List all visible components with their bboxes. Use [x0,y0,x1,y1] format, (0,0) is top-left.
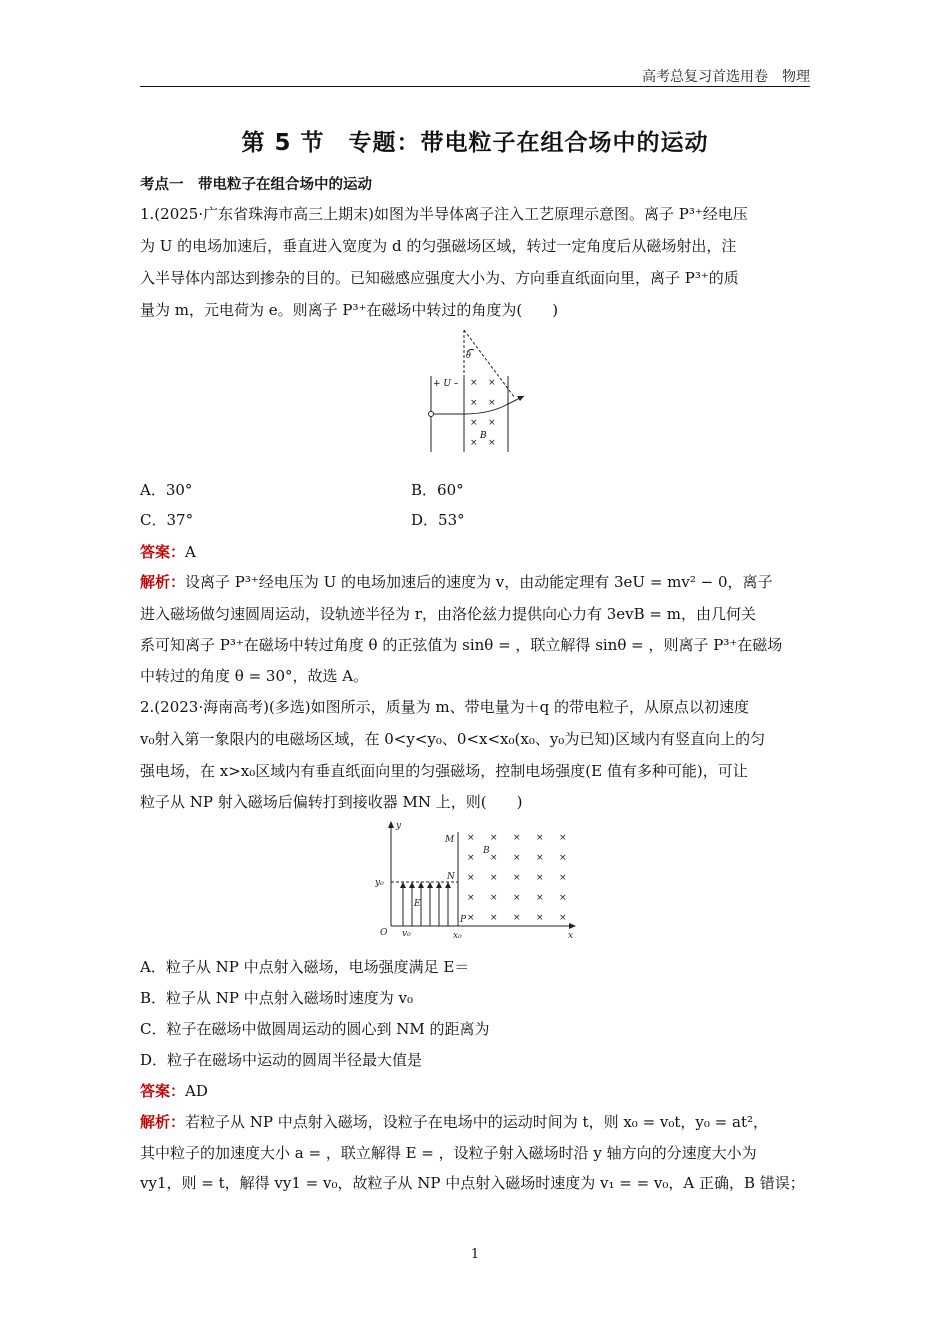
q1-answer-label: 答案： [140,543,186,561]
q2-x-axis-label: x [568,931,574,940]
q1-analysis-label: 解析： [140,573,186,591]
q1-analysis-line-2: 进入磁场做匀速圆周运动，设轨迹半径为 r，由洛伦兹力提供向心力有 3evB = m，由几何关 [140,605,756,623]
page-number: 1 [470,1247,480,1262]
q1-answer-value: A [185,543,196,561]
q2-x0-label: x₀ [453,931,462,940]
svg-text:×: × [470,418,478,428]
svg-text:×: × [488,378,496,388]
q1-answer [140,541,196,562]
svg-text:×: × [536,833,544,843]
svg-text:×: × [488,418,496,428]
q1-line-1: 1.(2025·广东省珠海市高三上期末)如图为半导体离子注入工艺原理示意图。离子 P³⁺经电压 [140,205,748,223]
svg-text:×: × [513,893,521,903]
q1-b-label: B [480,431,487,441]
svg-text:×: × [536,913,544,923]
q2-line-2: v₀射入第一象限内的电磁场区域，在 0<y<y₀、0<x<x₀(x₀、y₀为已知)区域内有竖直向上的匀 [140,730,766,748]
svg-text:×: × [536,893,544,903]
svg-text:×: × [559,853,567,863]
svg-text:×: × [488,438,496,448]
q2-line-3: 强电场，在 x>x₀区域内有垂直纸面向里的匀强磁场，控制电场强度(E 值有多种可能)，可让 [140,762,748,780]
svg-text:×: × [467,913,475,923]
q2-answer-value: AD [185,1082,208,1100]
topic-heading: 考点一 带电粒子在组合场中的运动 [140,177,372,193]
svg-text:×: × [467,893,475,903]
svg-text:×: × [470,398,478,408]
svg-text:×: × [490,913,498,923]
q1-option-a: A．30° [140,481,193,499]
q2-answer-label: 答案： [140,1082,186,1100]
q2-line-1: 2.(2023·海南高考)(多选)如图所示，质量为 m、带电量为＋q 的带电粒子，从原点以初速度 [140,698,750,716]
svg-text:×: × [536,873,544,883]
svg-text:×: × [513,913,521,923]
svg-text:×: × [513,833,521,843]
q2-analysis-line-2: 其中粒子的加速度大小 a = ，联立解得 E = ，设粒子射入磁场时沿 y 轴方向的分速度大小为 [140,1144,757,1162]
q2-analysis-label: 解析： [140,1113,186,1131]
q1-analysis-line-3: 系可知离子 P³⁺在磁场中转过角度 θ 的正弦值为 sinθ = ，联立解得 sinθ = ，则离子 P³⁺在磁场 [140,636,783,654]
q2-b-label: B [483,846,490,856]
q1-theta-label: θ [466,351,471,360]
svg-text:×: × [470,378,478,388]
svg-text:×: × [559,833,567,843]
svg-text:×: × [467,833,475,843]
q1-analysis-text-1: 设离子 P³⁺经电压为 U 的电场加速后的速度为 v，由动能定理有 3eU = mv² − 0，离子 [185,573,773,591]
q1-option-d: D．53° [411,511,465,529]
q1-option-b: B．60° [411,481,464,499]
q2-e-label: E [414,899,421,909]
svg-text:×: × [513,853,521,863]
q2-option-a: A．粒子从 NP 中点射入磁场，电场强度满足 E＝ [140,958,470,976]
q2-m-label: M [445,835,455,845]
svg-text:×: × [559,873,567,883]
svg-text:×: × [470,438,478,448]
q2-y0-label: y₀ [375,878,384,888]
svg-text:×: × [513,873,521,883]
q1-analysis-line-1 [140,571,773,592]
q2-option-b: B．粒子从 NP 中点射入磁场时速度为 v₀ [140,989,414,1007]
svg-text:×: × [490,853,498,863]
q2-option-c: C．粒子在磁场中做圆周运动的圆心到 NM 的距离为 [140,1020,490,1038]
q2-p-label: P [460,915,467,925]
q1-figure [420,328,530,456]
q1-line-4: 量为 m，元电荷为 e。则离子 P³⁺在磁场中转过的角度为( ) [140,301,559,319]
svg-text:×: × [490,873,498,883]
q2-option-d: D．粒子在磁场中运动的圆周半径最大值是 [140,1051,423,1069]
q1-analysis-line-4: 中转过的角度 θ = 30°，故选 A。 [140,667,369,685]
section-title: 第 5 节 专题：带电粒子在组合场中的运动 [241,130,709,156]
q1-line-2: 为 U 的电场加速后，垂直进入宽度为 d 的匀强磁场区域，转过一定角度后从磁场射出，注 [140,237,737,255]
q1-line-3: 入半导体内部达到掺杂的目的。已知磁感应强度大小为、方向垂直纸面向里，离子 P³⁺的质 [140,269,739,287]
q2-figure [375,818,580,940]
svg-text:×: × [536,853,544,863]
svg-text:×: × [488,398,496,408]
svg-text:×: × [490,893,498,903]
svg-text:×: × [559,893,567,903]
q2-analysis-text-1: 若粒子从 NP 中点射入磁场，设粒子在电场中的运动时间为 t，则 x₀ = v₀t，y₀ = at²， [185,1113,769,1131]
q1-u-label: + U – [433,379,459,389]
svg-text:×: × [490,833,498,843]
q2-line-4: 粒子从 NP 射入磁场后偏转打到接收器 MN 上，则( ) [140,793,523,811]
header-rule [140,86,810,87]
q2-origin-label: O [380,928,388,938]
svg-text:×: × [467,873,475,883]
q1-option-c: C．37° [140,511,194,529]
q2-answer [140,1080,208,1101]
page-header: 高考总复习首选用卷 物理 [642,69,810,85]
svg-text:×: × [467,853,475,863]
svg-text:×: × [559,913,567,923]
q2-v0-label: v₀ [402,929,411,939]
q2-analysis-line-3: vy1，则 = t，解得 vy1 = v₀，故粒子从 NP 中点射入磁场时速度为 v₁ = = v₀，A 正确，B 错误； [140,1174,805,1192]
q2-analysis-line-1 [140,1111,768,1132]
q2-n-label: N [447,872,455,882]
q2-y-axis-label: y [396,821,402,831]
